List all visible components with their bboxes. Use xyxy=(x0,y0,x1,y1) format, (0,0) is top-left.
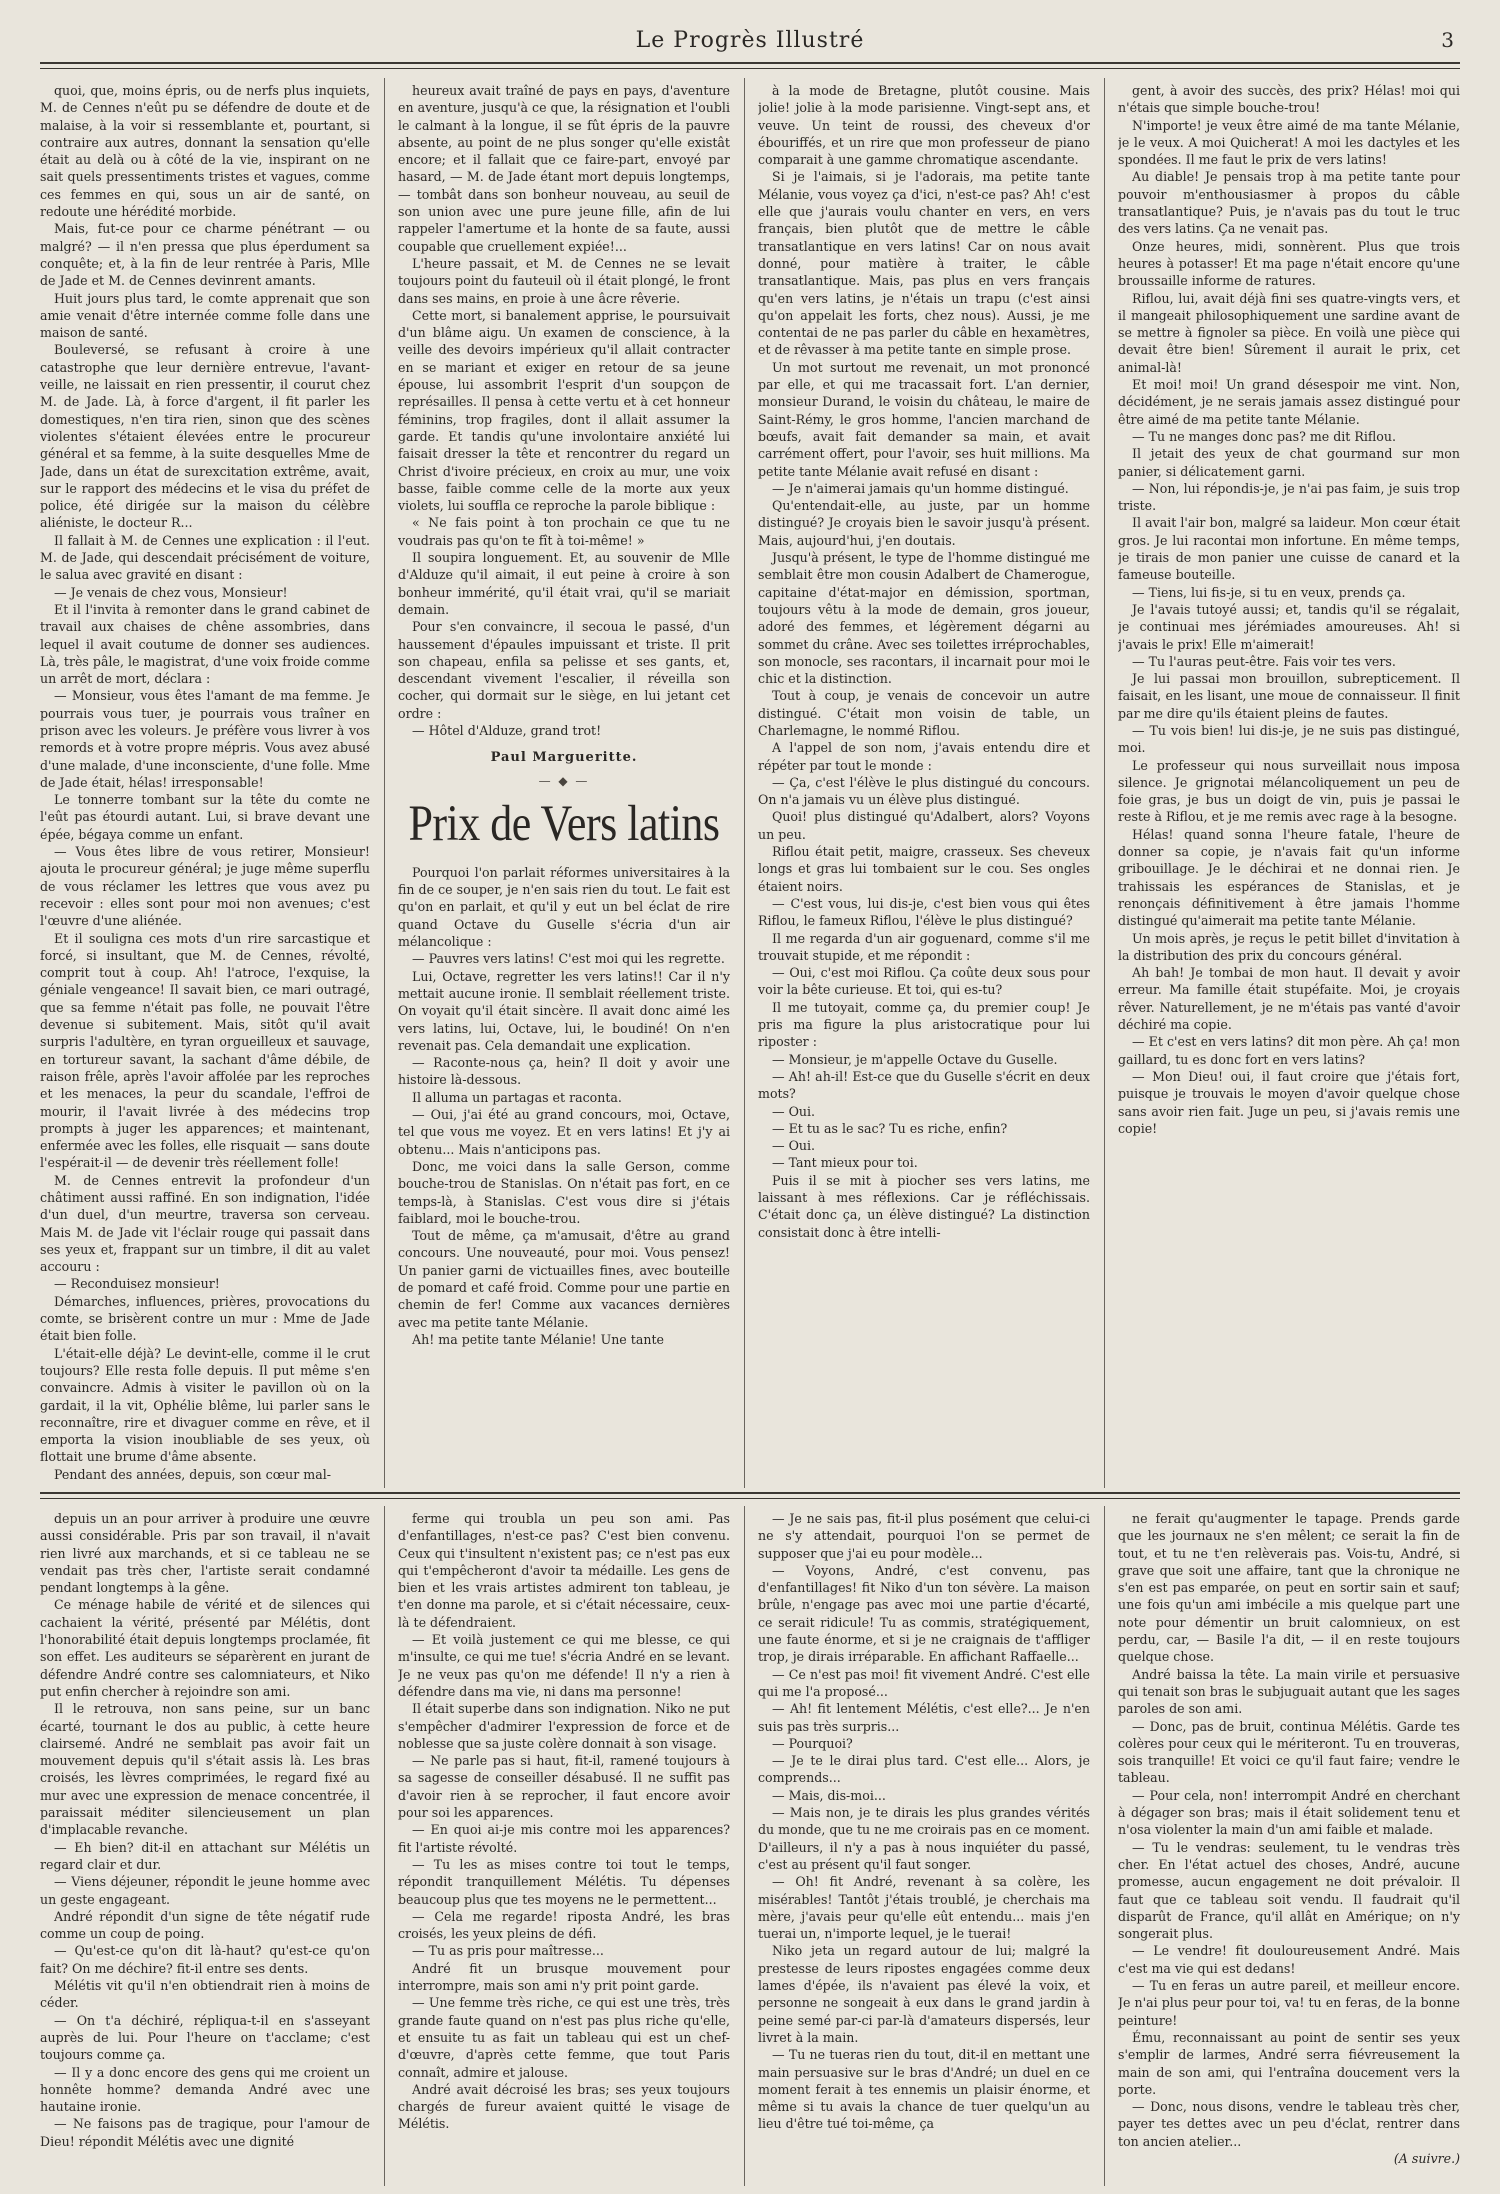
paragraph: Si je l'aimais, si je l'adorais, ma petite tante Mélanie, vous voyez ça d'ici, n'est-ce pas? Ah! c'est elle que j'aurais voulu chanter en vers, en vers français, bien plutôt que de mettre le câble transatlantique en vers latins! Car on nous avait donné, pour matière à traiter, le câble transatlantique. Mais, pas plus en vers français qu'en vers latins, je n'étais un trapu (c'est ainsi qu'on appelait les forts, chez nous). Aussi, je me contentai de ne pas parler du câble en hexamètres, et de rêvasser à ma petite tante en simple prose. xyxy=(758,169,1090,358)
paragraph: — Je ne sais pas, fit-il plus posément que celui-ci ne s'y attendait, pourquoi l'on se permet de supposer que j'ai eu pour modèle... xyxy=(758,1511,1090,1561)
paragraph: Niko jeta un regard autour de lui; malgré la prestesse de leurs ripostes engagées comme deux lames d'épée, ils n'avaient pas élevé la voix, et personne ne songeait à eux dans le grand jardin à peine semé par-ci par-là d'amateurs dispersés, leur livret à la main. xyxy=(758,1943,1090,2045)
paragraph: Ce ménage habile de vérité et de silences qui cachaient la vérité, présenté par Mélétis, dont l'honorabilité était depuis longtemps proclamée, fit son effet. Les auditeurs se séparèrent en jurant de défendre André contre ses calomniateurs, et Niko put enfin chercher à rejoindre son ami. xyxy=(40,1597,370,1699)
paragraph: — Tiens, lui fis-je, si tu en veux, prends ça. xyxy=(1132,584,1406,600)
upper-column-4 xyxy=(1118,82,1460,1487)
paragraph: Il alluma un partagas et raconta. xyxy=(412,1089,622,1105)
column-divider xyxy=(384,1506,385,2186)
paragraph: — Ne parle pas si haut, fit-il, ramené toujours à sa sagesse de conseiller désabusé. Il ne suffit pas d'avoir rien à se reprocher, il faut encore avoir pour soi les apparences. xyxy=(398,1753,730,1821)
paragraph: — Hôtel d'Alduze, grand trot! xyxy=(412,722,602,738)
paragraph: — Ah! fit lentement Mélétis, c'est elle?... Je n'en suis pas très surpris... xyxy=(758,1701,1090,1734)
paragraph: — Voyons, André, c'est convenu, pas d'enfantillages! fit Niko d'un ton sévère. La maison brûle, n'engage pas avec moi une partie d'écarté, ce serait ridicule! Tu as commis, stratégiquement, une faute énorme, et si je ne craignais de t'affliger trop, je dirais irréparable. En affichant Raffaelle... xyxy=(758,1562,1090,1665)
paragraph: Quoi! plus distingué qu'Adalbert, alors? Voyons un peu. xyxy=(758,809,1090,842)
paragraph: — Ah! ah-il! Est-ce que du Guselle s'écrit en deux mots? xyxy=(758,1068,1090,1102)
feuilleton-rule-thin xyxy=(40,1498,1460,1499)
paragraph: — Ce n'est pas moi! fit vivement André. C'est elle qui me l'a proposé... xyxy=(758,1666,1090,1699)
paragraph: — Donc, pas de bruit, continua Mélétis. Garde tes colères pour ceux qui le mériteront. Tu en trouveras, sois tranquille! Et voici ce qu'il faut faire; vendre le tableau. xyxy=(1118,1718,1460,1786)
paragraph: Le professeur qui nous surveillait nous imposa silence. Je grignotai mélancoliquement un peu de foie gras, je bus un doigt de vin, puis je passai le reste à Riflou, et je me remis avec rage à la besogne. xyxy=(1118,757,1460,825)
article-text-end xyxy=(1118,82,1460,1137)
column-divider xyxy=(744,78,745,1488)
paragraph: Hélas! quand sonna l'heure fatale, l'heure de donner sa copie, je n'avais fait qu'un informe gribouillage. Je le déchirai et ne donnai rien. Je trahissais les espérances de Stanislas, et je renonçais définitivement à être jamais l'homme distingué qu'aimerait ma petite tante Mélanie. xyxy=(1118,826,1460,929)
paragraph: — Le vendre! fit douloureusement André. Mais c'est ma vie qui est dedans! xyxy=(1118,1943,1460,1976)
paragraph: Au diable! Je pensais trop à ma petite tante pour pouvoir m'enthousiasmer à propos du câble transatlantique? Puis, je n'avais pas du tout le truc des vers latins. Ça ne venait pas. xyxy=(1118,169,1460,237)
paragraph: Pendant des années, depuis, son cœur mal- xyxy=(54,1466,332,1482)
paragraph: heureux avait traîné de pays en pays, d'aventure en aventure, jusqu'à ce que, la résignation et l'oubli le calmant à la longue, il se fût épris de la pauvre absente, au point de ne plus songer qu'elle existât encore; et il fallait que ce faire-part, envoyé par hasard, — M. de Jade étant mort depuis longtemps, — tombât dans son bonheur nouveau, au seuil de son union avec une pure jeune fille, afin de lui rappeler l'amertume et la honte de sa faute, aussi coupable que cruellement expiée!... xyxy=(398,83,730,254)
paragraph: — Tu les as mises contre toi tout le temps, répondit tranquillement Mélétis. Tu dépenses beaucoup plus que tes moyens ne le permettent... xyxy=(398,1856,730,1907)
paragraph: — Pourquoi? xyxy=(772,1735,853,1751)
paragraph: à la mode de Bretagne, plutôt cousine. Mais jolie! jolie à la mode parisienne. Vingt-sept ans, et veuve. Un teint de roussi, des cheveux d'or ébouriffés, et un rire que mon professeur de piano comparait à une gamme chromatique ascendante. xyxy=(758,83,1090,168)
author-signature: Paul Margueritte. xyxy=(490,750,638,766)
paragraph: Donc, me voici dans la salle Gerson, comme bouche-trou de Stanislas. On n'était pas fort, en ce temps-là, à Stanislas. C'est vous dire si j'étais faiblard, moi le bouche-trou. xyxy=(398,1158,730,1226)
paragraph: Huit jours plus tard, le comte apprenait que son amie venait d'être internée comme folle dans une maison de santé. xyxy=(40,290,370,341)
paragraph: — Mon Dieu! oui, il faut croire que j'étais fort, puisque je trouvais le moyen d'avoir quelque chose sans avoir rien fait. Juge un peu, si j'avais remis une copie! xyxy=(1118,1068,1460,1136)
paragraph: Riflou était petit, maigre, crasseux. Ses cheveux longs et gras lui tombaient sur le cou. Ses ongles étaient noirs. xyxy=(758,844,1090,894)
page-header xyxy=(40,22,1460,58)
paragraph: Je l'avais tutoyé aussi; et, tandis qu'il se régalait, je continuai mes jérémiades amoureuses. Ah! si j'avais le prix! Elle m'aimerait! xyxy=(1118,601,1460,652)
paragraph: Un mot surtout me revenait, un mot prononcé par elle, et qui me tracassait fort. L'an dernier, monsieur Durand, le voisin du château, le maire de Saint-Rémy, le gros homme, l'ancien marchand de bœufs, avait fait demander sa main, et avait carrément offert, pour l'avoir, ses huit millions. Ma petite tante Mélanie avait refusé en disant : xyxy=(758,359,1090,479)
paragraph: — C'est vous, lui dis-je, c'est bien vous qui êtes Riflou, le fameux Riflou, l'élève le plus distingué? xyxy=(758,895,1090,929)
paragraph: Bouleversé, se refusant à croire à une catastrophe que leur dernière entrevue, l'avant-veille, ne laissait en rien pressentir, il courut chez M. de Jade. Là, à force d'argent, il fit parler les domestiques, n'en tira rien, sinon que des scènes violentes s'étaient élevées entre le procureur général et sa femme, à la suite desquelles Mme de Jade, dans un état de surexcitation extrême, avait, sur le rapport des médecins et le visa du préfet de police, été dirigée sur la maison du célèbre aliéniste, le docteur R... xyxy=(40,342,370,531)
paragraph: — Ne faisons pas de tragique, pour l'amour de Dieu! répondit Mélétis avec une dignité xyxy=(40,2116,370,2149)
paragraph: Pour s'en convaincre, il secoua le passé, d'un haussement d'épaules impuissant et triste. Il prit son chapeau, enfila sa pelisse et ses gants, et, descendant vivement l'escalier, il réveilla son cocher, qui dormait sur le siège, en lui jetant cet ordre : xyxy=(398,619,730,721)
paragraph: Il jetait des yeux de chat gourmand sur mon panier, si délicatement garni. xyxy=(1118,446,1460,479)
to-be-continued: (A suivre.) xyxy=(1393,2150,1460,2166)
paragraph: Ah! ma petite tante Mélanie! Une tante xyxy=(412,1331,664,1347)
paragraph: Et moi! moi! Un grand désespoir me vint. Non, décidément, je ne serais jamais assez distingué pour être aimé de ma petite tante Mélanie. xyxy=(1118,377,1460,427)
lower-column-2 xyxy=(398,1510,730,2188)
column-divider xyxy=(1104,1506,1105,2186)
feuilleton-rule xyxy=(40,1492,1460,1494)
paragraph: Le tonnerre tombant sur la tête du comte ne l'eût pas étourdi autant. Lui, si brave devant une épée, bégaya comme un enfant. xyxy=(40,792,370,842)
paragraph: — Tu vois bien! lui dis-je, je ne suis pas distingué, moi. xyxy=(1118,722,1460,756)
upper-column-3 xyxy=(758,82,1090,1487)
paragraph: Cette mort, si banalement apprise, le poursuivait d'un blâme aigu. Un examen de conscience, à la veille des devoirs impérieux qu'il allait contracter en se mariant et exiger en retour de sa jeune épouse, lui assombrit l'esprit d'un soupçon de représailles. Il pensa à cette vertu et à cet honneur féminins, trop fragiles, dont il allait assumer la garde. Et tandis qu'une involontaire anxiété lui faisait dresser la tête et rencontrer du regard un Christ d'ivoire précieux, en croix au mur, une voix basse, faible comme celle de la morte aux yeux violets, lui souffla ce reproche la parole biblique : xyxy=(398,307,730,514)
paragraph: — Ça, c'est l'élève le plus distingué du concours. On n'a jamais vu un élève plus distingué. xyxy=(758,774,1090,808)
paragraph: Tout de même, ça m'amusait, d'être au grand concours. Une nouveauté, pour moi. Vous pensez! Un panier garni de victuailles fines, avec bouteille de pomard et café froid. Comme pour une partie en chemin de fer! Comme aux vacances dernières avec ma petite tante Mélanie. xyxy=(398,1228,730,1330)
paragraph: ne ferait qu'augmenter le tapage. Prends garde que les journaux ne s'en mêlent; ce serait la fin de tout, et tu ne t'en relèverais pas. Vois-tu, André, si grave que soit une affaire, tant que la chronique ne s'en est pas emparée, on peut en sortir sain et sauf; une fois qu'un ami imbécile a mis quelque part une note pour démentir un bruit calomnieux, on est perdu, car, — Basile l'a dit, — il en reste toujours quelque chose. xyxy=(1118,1511,1460,1665)
column-divider xyxy=(744,1506,745,2186)
paragraph: — Tu as pris pour maîtresse... xyxy=(412,1943,604,1959)
lower-column-3 xyxy=(758,1510,1090,2188)
paragraph: Et il l'invita à remonter dans le grand cabinet de travail aux chaises de chêne assombries, dans lequel il avait coutume de donner ses audiences. Là, très pâle, le magistrat, d'une voix froide comme un arrêt de mort, déclara : xyxy=(40,601,370,687)
lower-column-4 xyxy=(1118,1510,1460,2188)
paragraph: — Tu le vendras: seulement, tu le vendras très cher. En l'état actuel des choses, André, aucune promesse, aucun engagement ne doit prévaloir. Il faut que ce tableau soit vendu. Il faudrait qu'il disparût de France, qu'il allât en Amérique; on n'y songerait plus. xyxy=(1118,1839,1460,1942)
paragraph: — Pauvres vers latins! C'est moi qui les regrette. xyxy=(412,951,725,967)
paragraph: — Oui, j'ai été au grand concours, moi, Octave, tel que vous me voyez. Et en vers latins! Et j'y ai obtenu... Mais n'anticipons pas. xyxy=(398,1107,730,1157)
paragraph: — Pour cela, non! interrompit André en cherchant à dégager son bras; mais il était solidement tenu et n'osa violenter la main d'un ami faible et malade. xyxy=(1118,1787,1460,1838)
paragraph: — Il y a donc encore des gens qui me croient un honnête homme? demanda André avec une hautaine ironie. xyxy=(40,2064,370,2115)
paragraph: Mais, fut-ce pour ce charme pénétrant — ou malgré? — il n'en pressa que plus éperdument sa conquête; et, à la fin de leur rentrée à Paris, Mlle de Jade et M. de Cennes devinrent amants. xyxy=(40,221,370,289)
paragraph: — Donc, nous disons, vendre le tableau très cher, payer tes dettes avec un peu d'éclat, rentrer dans ton ancien atelier... xyxy=(1118,2099,1460,2149)
paragraph: Puis il se mit à piocher ses vers latins, me laissant à mes réflexions. Car je réfléchissais. C'était donc ça, un élève distingué? La distinction consistait donc à être intelli- xyxy=(758,1172,1090,1240)
paragraph: — Je venais de chez vous, Monsieur! xyxy=(54,584,288,600)
paragraph: Il le retrouva, non sans peine, sur un banc écarté, tournant le dos au public, à cette heure clairsemé. André ne semblait pas avoir fait un mouvement depuis qu'il s'était assis là. Les bras croisés, les lèvres comprimées, le regard fixé au mur avec une expression de menace concentrée, il paraissait méditer silencieusement un plan d'implacable revanche. xyxy=(40,1701,370,1838)
paragraph: A l'appel de son nom, j'avais entendu dire et répéter par tout le monde : xyxy=(758,740,1090,773)
paragraph: M. de Cennes entrevit la profondeur d'un châtiment aussi raffiné. En son indignation, l'idée d'un duel, d'un meurtre, traversa son cerveau. Mais M. de Jade vit l'éclair rouge qui passait dans ses yeux et, frappant sur un timbre, il dit au valet accouru : xyxy=(40,1172,370,1275)
paragraph: — Je n'aimerai jamais qu'un homme distingué. xyxy=(772,480,1069,496)
paragraph: gent, à avoir des succès, des prix? Hélas! moi qui n'étais que simple bouche-trou! xyxy=(1118,83,1460,116)
paragraph: Un mois après, je reçus le petit billet d'invitation à la distribution des prix du concours général. xyxy=(1118,930,1460,963)
column-divider xyxy=(1104,78,1105,1488)
article-text-continued xyxy=(758,82,1090,1241)
paragraph: ferme qui troubla un peu son ami. Pas d'enfantillages, n'est-ce pas? C'est bien convenu. Ceux qui t'insultent n'existent pas; ce n'est pas eux qui t'empêcheront d'avoir ta médaille. Les gens de bien et les vrais artistes admirent ton tableau, je t'en donne ma parole, et si c'était nécessaire, ceux-là te défendraient. xyxy=(398,1511,730,1630)
paragraph: — Mais, dis-moi... xyxy=(772,1787,886,1803)
paragraph: Ému, reconnaissant au point de sentir ses yeux s'emplir de larmes, André serra fiévreusement la main de son ami, qui l'entraîna doucement vers la porte. xyxy=(1118,2029,1460,2097)
paragraph: — Et voilà justement ce qui me blesse, ce qui m'insulte, ce qui me tue! s'écria André en se levant. Je ne veux pas qu'on me défende! Il n'y a rien à défendre dans ma vie, ni dans ma personne! xyxy=(398,1632,730,1699)
paragraph: Onze heures, midi, sonnèrent. Plus que trois heures à potasser! Et ma page n'était encore qu'une broussaille informe de ratures. xyxy=(1118,238,1460,289)
paragraph: quoi, que, moins épris, ou de nerfs plus inquiets, M. de Cennes n'eût pu se défendre de doute et de malaise, à la voir si ressemblante et, pourtant, si contraire aux autres, donnant la sensation qu'elle était au delà ou à côté de la vie, inspirant on ne sait quels pressentiments tristes et vagues, comme ces femmes en qui, sous un air de santé, on redoute une hérédité morbide. xyxy=(40,83,370,220)
upper-column-2 xyxy=(398,82,730,1487)
paragraph: « Ne fais point à ton prochain ce que tu ne voudrais pas qu'on te fît à toi-même! » xyxy=(398,515,730,548)
paragraph: — Tu ne manges donc pas? me dit Riflou. xyxy=(1132,428,1396,444)
paragraph: — Eh bien? dit-il en attachant sur Mélétis un regard clair et dur. xyxy=(40,1839,370,1872)
header-rule xyxy=(40,62,1460,64)
paragraph: — On t'a déchiré, répliqua-t-il en s'asseyant auprès de lui. Pour l'heure on t'acclame; c'est toujours comme ça. xyxy=(40,2012,370,2063)
paragraph: depuis un an pour arriver à produire une œuvre aussi considérable. Pris par son travail, il n'avait rien livré aux marchands, et si ce tableau ne se vendait pas très cher, l'artiste serait condamné pendant longtemps à la gêne. xyxy=(40,1511,370,1596)
article-text xyxy=(398,864,730,1348)
upper-column-1 xyxy=(40,82,370,1487)
header-rule-thin xyxy=(40,68,1460,69)
paragraph: Tout à coup, je venais de concevoir un autre distingué. C'était mon voisin de table, un Charlemagne, le nommé Riflou. xyxy=(758,688,1090,738)
paragraph: Mélétis vit qu'il n'en obtiendrait rien à moins de céder. xyxy=(40,1978,370,2011)
paragraph: — Oui. xyxy=(772,1138,816,1154)
lower-column-1 xyxy=(40,1510,370,2188)
paragraph: — Viens déjeuner, répondit le jeune homme avec un geste engageant. xyxy=(40,1874,370,1907)
paragraph: — Monsieur, vous êtes l'amant de ma femme. Je pourrais vous tuer, je pourrais vous traîner en prison avec les voleurs. Je préfère vous livrer à vos remords et à votre propre mépris. Vous avez abusé d'une malade, d'une inconsciente, d'une folle. Mme de Jade était, hélas! irresponsable! xyxy=(40,688,370,790)
paragraph: Riflou, lui, avait déjà fini ses quatre-vingts vers, et il mangeait philosophiquement une sardine avant de se mettre à fignoler sa pièce. En voilà une pièce qui devait être bien! Sûrement il aurait le prix, cet animal-là! xyxy=(1118,290,1460,375)
paragraph: Il était superbe dans son indignation. Niko ne put s'empêcher d'admirer l'expression de force et de noblesse que sa juste colère donnait à son visage. xyxy=(398,1701,730,1751)
paragraph: Il me regarda d'un air goguenard, comme s'il me trouvait stupide, et me répondit : xyxy=(758,930,1090,963)
paragraph: — Qu'est-ce qu'on dit là-haut? qu'est-ce qu'on fait? On me déchire? fit-il entre ses dents. xyxy=(40,1943,370,1976)
paragraph: — Reconduisez monsieur! xyxy=(54,1276,220,1292)
paragraph: N'importe! je veux être aimé de ma tante Mélanie, je le veux. A moi Quicherat! A moi les dactyles et les spondées. Il me faut le prix de vers latins! xyxy=(1118,117,1460,168)
page-number: 3 xyxy=(1441,28,1454,52)
paragraph: — Mais non, je te dirais les plus grandes vérités du monde, que tu ne me croirais pas en ce moment. D'ailleurs, il n'y a pas à nous inquiéter du passé, c'est au présent qu'il faut songer. xyxy=(758,1805,1090,1872)
paragraph: Ah bah! Je tombai de mon haut. Il devait y avoir erreur. Ma famille était stupéfaite. Moi, je croyais rêver. Naturellement, je ne m'étais pas vanté d'avoir déchiré ma copie. xyxy=(1118,965,1460,1033)
paragraph: Il avait l'air bon, malgré sa laideur. Mon cœur était gros. Je lui racontai mon infortune. En même temps, je tirais de mon panier une cuisse de canard et la fameuse bouteille. xyxy=(1118,515,1460,583)
article-title: Prix de Vers latins xyxy=(408,795,720,852)
paragraph: André avait décroisé les bras; ses yeux toujours chargés de fureur avaient quitté le visage de Mélétis. xyxy=(398,2081,730,2132)
feuilleton-text xyxy=(40,1510,370,2150)
paragraph: — Tu l'auras peut-être. Fais voir tes vers. xyxy=(1132,653,1396,669)
paragraph: — Tu en feras un autre pareil, et meilleur encore. Je n'ai plus peur pour toi, va! tu en feras, de la bonne peinture! xyxy=(1118,1978,1460,2028)
paragraph: André fit un brusque mouvement pour interrompre, mais son ami n'y prit point garde. xyxy=(398,1960,730,1994)
paragraph: Qu'entendait-elle, au juste, par un homme distingué? Je croyais bien le savoir jusqu'à présent. Mais, aujourd'hui, j'en doutais. xyxy=(758,498,1090,548)
paragraph: — Tu ne tueras rien du tout, dit-il en mettant une main persuasive sur le bras d'André; un duel en ce moment ferait à tes ennemis un plaisir énorme, et même si tu avais la chance de tuer quelqu'un au lieu d'être tué toi-même, ça xyxy=(758,2047,1090,2132)
story-ending-text xyxy=(398,82,730,739)
column-divider xyxy=(384,78,385,1488)
paragraph: Lui, Octave, regretter les vers latins!! Car il n'y mettait aucune ironie. Il semblait réellement triste. On voyait qu'il était sincère. Il avait donc aimé les vers latins, lui, Octave, lui, le boudiné! On n'en revenait pas. Cela demandait une explication. xyxy=(398,968,730,1053)
paragraph: Je lui passai mon brouillon, subrepticement. Il faisait, en les lisant, une moue de connaisseur. Il finit par me dire qu'ils étaient pleins de fautes. xyxy=(1118,671,1460,721)
masthead-title: Le Progrès Illustré xyxy=(635,28,865,53)
section-ornament: — ◆ — xyxy=(538,773,590,788)
paragraph: Démarches, influences, prières, provocations du comte, se brisèrent contre un mur : Mme de Jade était bien folle. xyxy=(40,1293,370,1344)
paragraph: Il soupira longuement. Et, au souvenir de Mlle d'Alduze qu'il aimait, il eut peine à croire à son bonheur immérité, qu'il était vrai, qu'il se mariait demain. xyxy=(398,550,730,617)
paragraph: Et il souligna ces mots d'un rire sarcastique et forcé, si insultant, que M. de Cennes, révolté, comprit tout à coup. Ah! l'atroce, l'exquise, la géniale vengeance! Il savait bien, ce mari outragé, que sa femme n'était pas folle, ne pouvait l'être devenue si subitement. Mais, sitôt qu'il avait surpris l'adultère, en tyran orgueilleux et sauvage, en tortureur savant, la sachant d'âme débile, de raison frêle, après l'avoir affolée par les reproches et les menaces, la peur du scandale, l'effroi de mourir, il l'avait livrée à des médecins trop prompts à juger les apparences; et maintenant, enfermée avec les folles, elle risquait — sans doute l'espérait-il — de devenir très réellement folle! xyxy=(40,930,370,1171)
feuilleton-text xyxy=(758,1510,1090,2133)
paragraph: — En quoi ai-je mis contre moi les apparences? fit l'artiste révolté. xyxy=(398,1822,730,1855)
paragraph: — Une femme très riche, ce qui est une très, très grande faute quand on n'est pas plus riche qu'elle, et ensuite tu as fait un tableau qui est un chef-d'œuvre, d'après cette femme, que tout Paris connaît, admire et jalouse. xyxy=(398,1995,730,2080)
paragraph: — Vous êtes libre de vous retirer, Monsieur! ajouta le procureur général; je juge même superflu de vous réclamer les lettres que vous avez pu recevoir : elles sont pour moi non avenues; c'est l'œuvre d'une aliénée. xyxy=(40,844,370,929)
paragraph: L'heure passait, et M. de Cennes ne se levait toujours point du fauteuil où il était plongé, le front dans ses mains, en proie à une âcre rêverie. xyxy=(398,255,730,306)
feuilleton-text xyxy=(398,1510,730,2133)
paragraph: — Monsieur, je m'appelle Octave du Guselle. xyxy=(772,1051,1058,1067)
paragraph: Il me tutoyait, comme ça, du premier coup! Je pris ma figure la plus aristocratique pour lui riposter : xyxy=(758,999,1090,1050)
paragraph: — Tant mieux pour toi. xyxy=(772,1155,918,1171)
paragraph: André baissa la tête. La main virile et persuasive qui tenait son bras le subjuguait autant que les sages paroles de son ami. xyxy=(1118,1666,1460,1717)
paragraph: — Et tu as le sac? Tu es riche, enfin? xyxy=(772,1120,1008,1136)
paragraph: — Cela me regarde! riposta André, les bras croisés, les yeux pleins de défi. xyxy=(398,1908,730,1942)
paragraph: André répondit d'un signe de tête négatif rude comme un coup de poing. xyxy=(40,1908,370,1942)
paragraph: — Et c'est en vers latins? dit mon père. Ah ça! mon gaillard, tu es donc fort en vers latins? xyxy=(1118,1034,1460,1067)
paragraph: — Oui. xyxy=(772,1103,816,1119)
feuilleton-text xyxy=(1118,1510,1460,2150)
paragraph: — Oui, c'est moi Riflou. Ça coûte deux sous pour voir la bête curieuse. Et toi, qui es-tu? xyxy=(758,965,1090,998)
paragraph: Jusqu'à présent, le type de l'homme distingué me semblait être mon cousin Adalbert de Chamerogue, capitaine d'état-major en démission, sportman, toujours vêtu à la mode de demain, gros joueur, adoré des femmes, et légèrement dégarni au sommet du crâne. Avec ses toilettes irréprochables, son monocle, ses racontars, il incarnait pour moi le chic et la distinction. xyxy=(758,550,1090,687)
paragraph: L'était-elle déjà? Le devint-elle, comme il le crut toujours? Elle resta folle depuis. Il put même s'en convaincre. Admis à visiter le pavillon où on la gardait, il la vit, Ophélie blême, lui parler sans le reconnaître, rire et divaguer comme en rêve, et il emporta la vision inoubliable de ses yeux, où flottait une brume d'âme absente. xyxy=(40,1345,370,1465)
paragraph: — Non, lui répondis-je, je n'ai pas faim, je suis trop triste. xyxy=(1118,480,1460,514)
paragraph: Pourquoi l'on parlait réformes universitaires à la fin de ce souper, je n'en sais rien du tout. Le fait est qu'on en parlait, et qu'il y eut un bel éclat de rire quand Octave du Guselle s'écria d'un air mélancolique : xyxy=(398,864,730,950)
paragraph: — Je te le dirai plus tard. C'est elle... Alors, je comprends... xyxy=(758,1753,1090,1786)
paragraph: — Oh! fit André, revenant à sa colère, les misérables! Tantôt j'étais troublé, je cherchais ma mère, j'avais peur qu'elle eût entendu... mais j'en tuerai un, n'importe lequel, je le tuerai! xyxy=(758,1874,1090,1942)
paragraph: — Raconte-nous ça, hein? Il doit y avoir une histoire là-dessous. xyxy=(398,1055,730,1088)
story-continuation-text xyxy=(40,82,370,1483)
paragraph: Il fallait à M. de Cennes une explication : il l'eut. M. de Jade, qui descendait précisément de voiture, le salua avec gravité en disant : xyxy=(40,532,370,583)
